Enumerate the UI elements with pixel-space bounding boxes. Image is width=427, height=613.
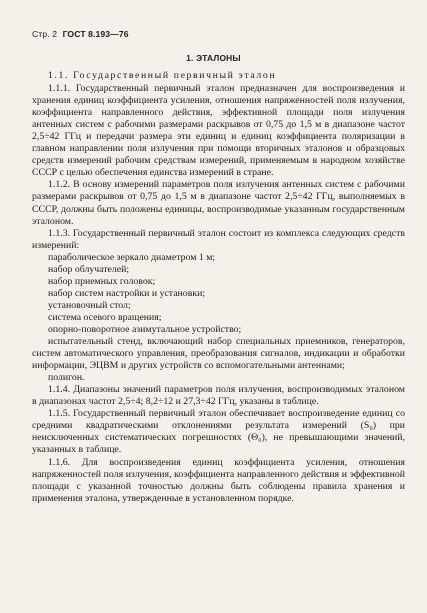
paragraph-1-1-3: 1.1.3. Государственный первичный эталон состоит из комплекса следующих средств измерений: xyxy=(32,227,405,251)
standard-code: ГОСТ 8.193—76 xyxy=(62,29,129,39)
page-number: Стр. 2 xyxy=(32,29,58,39)
list-item: набор систем настройки и установки; xyxy=(48,287,206,299)
paragraph-1-1-5: 1.1.5. Государственный первичный эталон обеспечивает воспроизведение единиц со средними квадратическими отклонениями результата измерений (S₀) при неисключенных систематических погрешностях (Θ₀), не превышающими значений, указанных в таблице. xyxy=(32,408,405,456)
paragraph-1-1-2: 1.1.2. В основу измерений параметров поля излучения антенных систем с рабочими размерами раскрывов от 0,75 до 1,5 м в диапазоне частот 2,5÷42 ГГц, выполняемых в СССР, должны быть положены единицы, воспроизводимые указанным государственным эталоном. xyxy=(32,179,405,227)
section-title: 1. ЭТАЛОНЫ xyxy=(186,53,241,63)
list-item: полигон. xyxy=(48,372,85,384)
list-item: установочный стол; xyxy=(48,299,131,311)
list-item: испытательный стенд, включающий набор специальных приемников, генераторов, систем автоматического управления, преобразования сигналов, индикации и обработки информации, ЭЦВМ и других устройств со вспомогательными антеннами; xyxy=(32,336,405,372)
document-body xyxy=(32,70,405,505)
list-item: опорно-поворотное азимутальное устройство; xyxy=(48,323,242,335)
list-item: параболическое зеркало диаметром 1 м; xyxy=(48,251,216,263)
subsection-heading: 1.1. Государственный первичный эталон xyxy=(48,70,277,81)
list-item: набор облучателей; xyxy=(48,263,130,275)
list-item: набор приемных головок; xyxy=(48,275,156,287)
paragraph-1-1-1: 1.1.1. Государственный первичный эталон предназначен для воспроизведения и хранения единиц коэффициента усиления, отношения напряженностей поля излучения, коэффициента направленного действия, эффективной площади поля излучения антенных систем с рабочими размерами раскрывов от 0,75 до 1,5 м в диапазоне частот 2,5÷42 ГГц и передачи размера эти единиц и единиц коэффициента поляризации в главном направлении поля излучения при помощи вторичных эталонов и образцовых средств измерений рабочим средствам измерений, применяемым в народном хозяйстве СССР с целью обеспечения единства измерений в стране. xyxy=(32,83,405,179)
paragraph-1-1-6: 1.1.6. Для воспроизведения единиц коэффициента усиления, отношения напряженностей поля излучения, коэффициента направленного действия и эффективной площади с указанной точностью должны быть соблюдены правила хранения и применения эталона, утвержденные в установленном порядке. xyxy=(32,456,405,504)
paragraph-1-1-4: 1.1.4. Диапазоны значений параметров поля излучения, воспроизводимых эталоном в диапазонах частот 2,5÷4; 8,2÷12 и 27,3÷42 ГГц, указаны в таблице. xyxy=(32,384,405,408)
list-item: система осевого вращения; xyxy=(48,311,162,323)
page-header xyxy=(32,29,129,39)
equipment-list xyxy=(32,252,405,385)
